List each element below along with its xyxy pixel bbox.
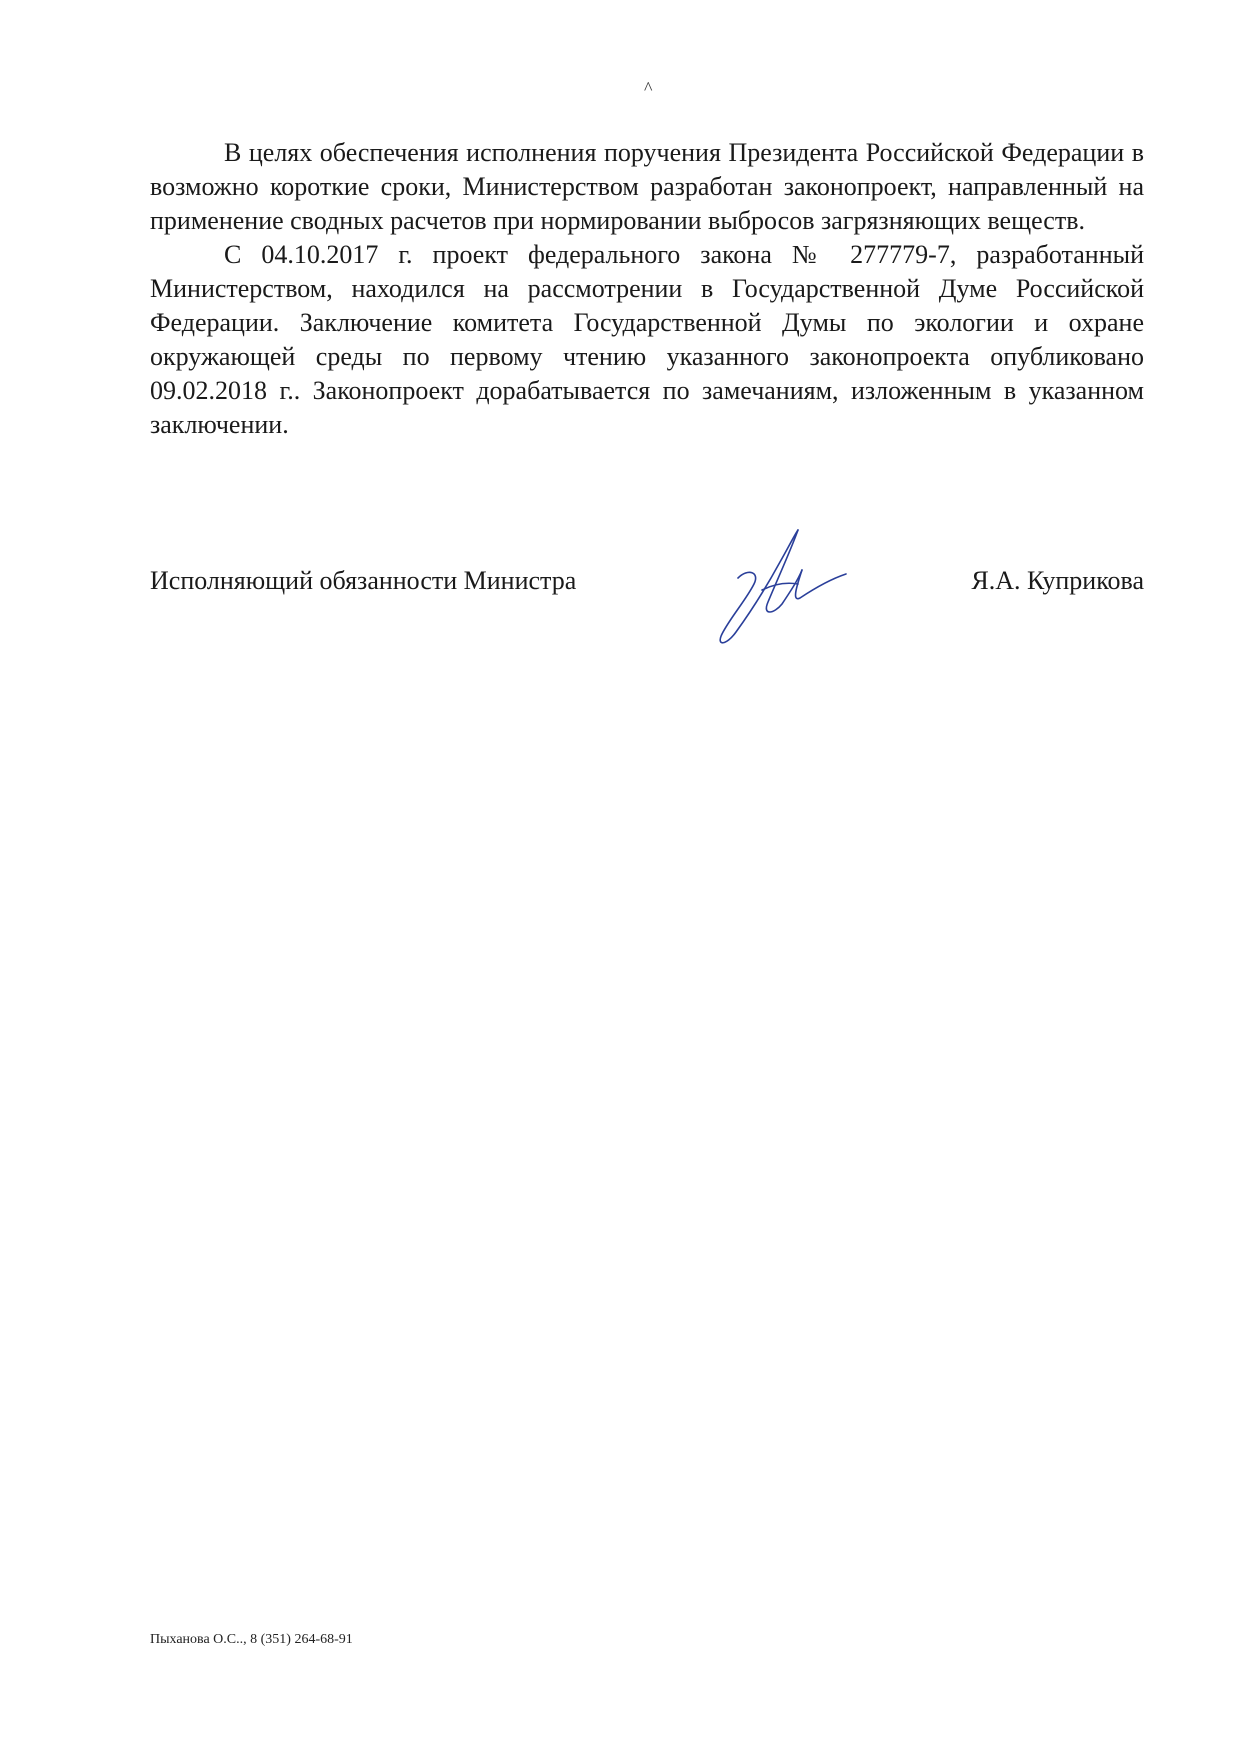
document-body [150,136,1144,442]
executor-contact: Пыханова О.С.., 8 (351) 264-68-91 [150,1632,353,1647]
handwritten-signature-icon [708,518,858,648]
signature-block [150,560,1144,600]
paragraph: С 04.10.2017 г. проект федерального закона № 277779-7, разработанный Министерством, находился на рассмотрении в Государственной Думе Российской Федерации. Заключение комитета Государственной Думы по экологии и охране окружающей среды по первому чтению указанного законопроекта опубликовано 09.02.2018 г.. Законопроект дорабатывается по замечаниям, изложенным в указанном заключении. [150,240,1144,439]
page-mark: ^ [644,78,653,98]
signatory-name: Я.А. Куприкова [971,566,1144,595]
paragraph: В целях обеспечения исполнения поручения Президента Российской Федерации в возможно короткие сроки, Министерством разработан законопроект, направленный на применение сводных расчетов при нормировании выбросов загрязняющих веществ. [150,138,1144,235]
signatory-role: Исполняющий обязанности Министра [150,566,577,595]
